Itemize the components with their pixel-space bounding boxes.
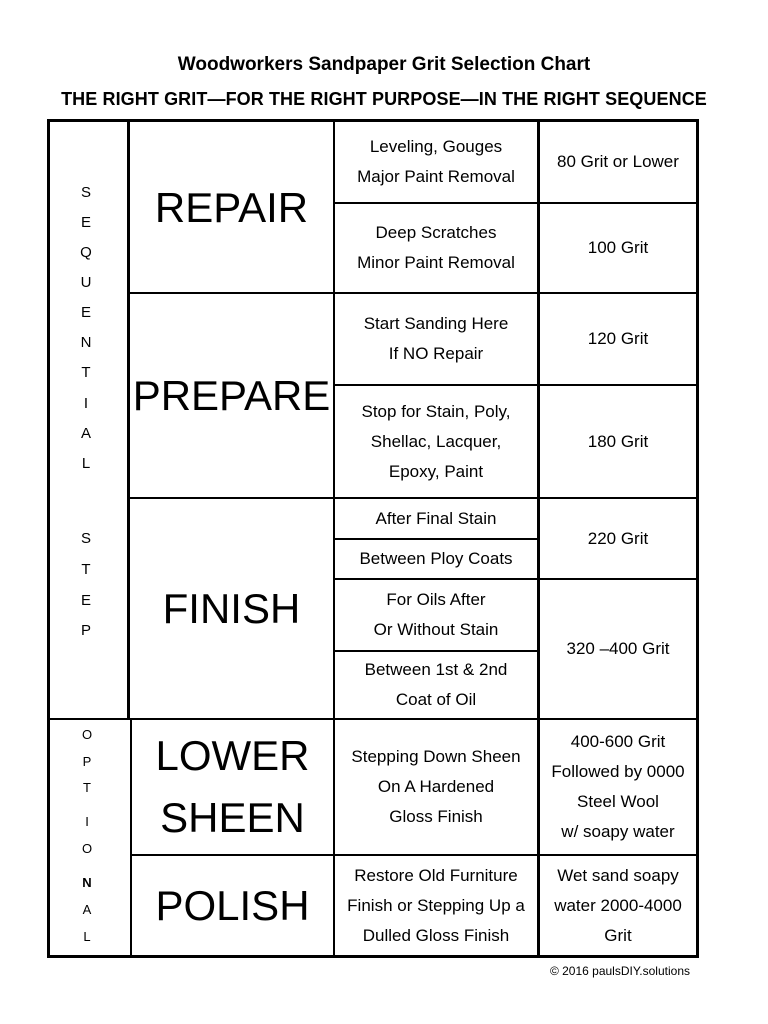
- purpose-cell: Leveling, Gouges Major Paint Removal: [357, 137, 515, 186]
- purpose-cell: Between 1st & 2nd Coat of Oil: [364, 660, 508, 709]
- purpose-cell: For Oils After Or Without Stain: [373, 590, 499, 639]
- purpose-cell: Restore Old Furniture Finish or Stepping Up a Dulled Gloss Finish: [347, 865, 525, 945]
- category-prepare: PREPARE: [132, 372, 331, 419]
- side-letter: P: [80, 622, 91, 639]
- side-letter: E: [80, 304, 91, 321]
- purpose-cell: After Final Stain: [375, 508, 497, 528]
- side-divider: [47, 718, 133, 720]
- purpose-cell: Deep Scratches Minor Paint Removal: [357, 223, 515, 272]
- table-border-right: [696, 119, 699, 958]
- side-letter: O: [81, 841, 93, 856]
- grit-cell: 120 Grit: [587, 329, 649, 348]
- side-letter: U: [80, 274, 92, 291]
- chart-title: Woodworkers Sandpaper Grit Selection Chart: [177, 54, 591, 75]
- side-letter: E: [80, 214, 91, 231]
- purpose-cell: Start Sanding Here If NO Repair: [363, 314, 509, 363]
- side-letter: T: [81, 561, 91, 578]
- grit-cell: 400-600 Grit Followed by 0000 Steel Wool w/ soapy water: [551, 732, 685, 841]
- grit-cell: 220 Grit: [587, 528, 649, 548]
- side-letter: A: [80, 425, 91, 442]
- purpose-cell: Stop for Stain, Poly, Shellac, Lacquer, Epoxy, Paint: [361, 401, 511, 481]
- side-letter: P: [82, 754, 92, 769]
- side-letter: E: [80, 592, 91, 609]
- side-letter: I: [83, 395, 89, 412]
- chart-subtitle: THE RIGHT GRIT—FOR THE RIGHT PURPOSE—IN THE RIGHT SEQUENCE: [61, 89, 707, 109]
- side-letter: L: [81, 455, 91, 472]
- side-letter: I: [85, 814, 89, 829]
- side-letter: N: [82, 875, 92, 890]
- grit-cell: 80 Grit or Lower: [557, 152, 679, 171]
- side-letter: A: [82, 902, 92, 917]
- side-letter: S: [80, 530, 91, 547]
- category-polish: POLISH: [155, 882, 310, 929]
- side-letter: T: [83, 780, 91, 795]
- purpose-cell: Between Ploy Coats: [359, 549, 513, 568]
- grit-cell: 180 Grit: [587, 431, 649, 451]
- table-border-left: [47, 119, 50, 958]
- side-letter: S: [80, 184, 91, 201]
- side-letter: O: [81, 727, 93, 742]
- purpose-cell: Stepping Down Sheen On A Hardened Gloss Finish: [351, 747, 521, 826]
- grit-cell: 100 Grit: [587, 238, 649, 257]
- side-letter: T: [81, 364, 91, 381]
- category-repair: REPAIR: [154, 183, 309, 231]
- grit-cell: 320 –400 Grit: [566, 639, 670, 658]
- table-border-bottom: [47, 955, 699, 958]
- grit-cell: Wet sand soapy water 2000-4000 Grit: [554, 865, 682, 945]
- side-letter: Q: [80, 244, 92, 261]
- side-letter: N: [80, 334, 92, 351]
- category-finish: FINISH: [162, 585, 301, 632]
- side-letter: L: [83, 929, 91, 944]
- category-lower-sheen: LOWER SHEEN: [155, 732, 310, 841]
- copyright-notice: © 2016 paulsDIY.solutions: [549, 964, 690, 978]
